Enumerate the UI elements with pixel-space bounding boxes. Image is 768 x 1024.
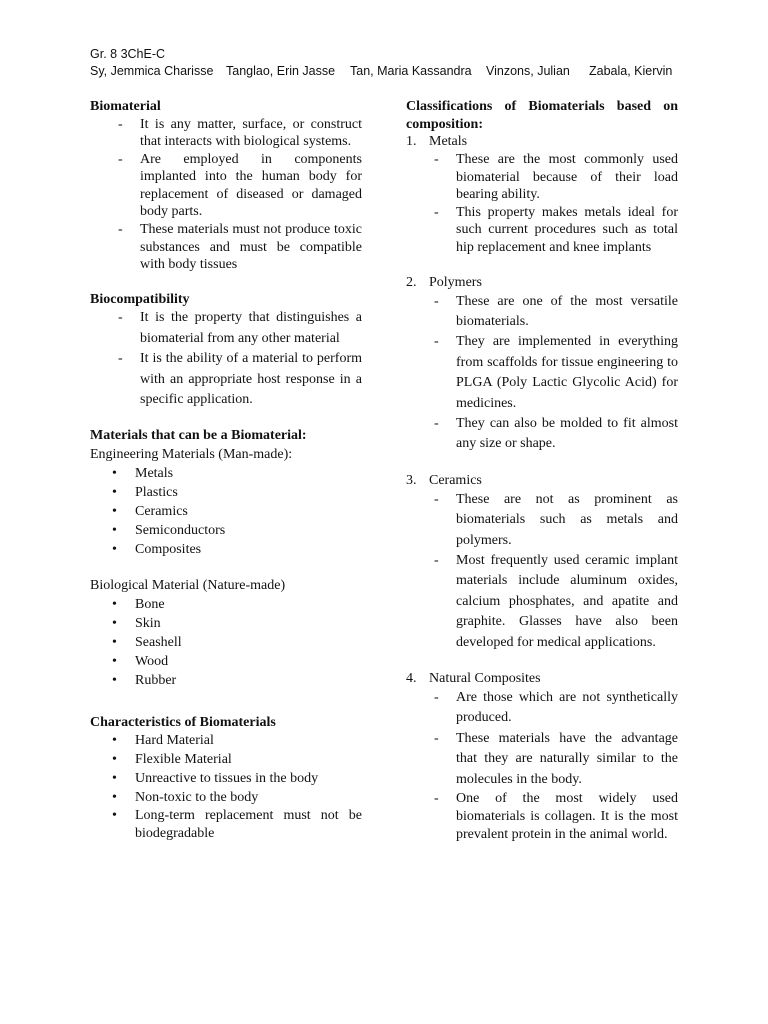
classification-name: Ceramics [429, 472, 482, 488]
left-column [90, 98, 362, 842]
list-item: • Skin [112, 614, 362, 633]
list-item: • Bone [112, 595, 362, 614]
list-item: - It is the ability of a material to perform with an appropriate host response in a specific application. [118, 349, 362, 410]
engineering-materials-label: Engineering Materials (Man-made): [90, 446, 293, 462]
list-number: 2. [406, 274, 417, 290]
list-item: - These materials must not produce toxic substances and must be compatible with body tissues [118, 221, 362, 274]
list-item: - This property makes metals ideal for such current procedures such as total hip replacement and knee implants [434, 204, 678, 257]
section-heading-characteristics: Characteristics of Biomaterials [90, 714, 276, 730]
list-item: - These materials have the advantage that they are naturally similar to the molecules in the body. [434, 729, 678, 790]
list-item: • Plastics [112, 483, 362, 502]
natural-composites-list [434, 688, 678, 844]
list-item: • Ceramics [112, 502, 362, 521]
member-name: Sy, Jemmica Charisse [90, 64, 214, 78]
list-item: - They can also be molded to fit almost any size or shape. [434, 414, 678, 455]
list-item: - It is the property that distinguishes a biomaterial from any other material [118, 308, 362, 349]
group-label: Gr. 8 3ChE-C [90, 47, 166, 61]
biocompatibility-list [118, 308, 362, 410]
classification-name: Polymers [429, 274, 482, 290]
section-heading-materials: Materials that can be a Biomaterial: [90, 428, 307, 444]
member-name: Zabala, Kiervin [589, 64, 673, 78]
member-name: Vinzons, Julian [486, 64, 570, 78]
classification-metals [406, 133, 678, 151]
characteristics-list [112, 731, 362, 842]
list-item: - These are one of the most versatile biomaterials. [434, 292, 678, 333]
list-number: 4. [406, 671, 417, 687]
list-item: • Metals [112, 464, 362, 483]
biomaterial-list [118, 116, 362, 274]
section-heading-biocompatibility: Biocompatibility [90, 291, 190, 307]
list-item: • Flexible Material [112, 750, 362, 769]
metals-list [434, 151, 678, 257]
list-item: • Long-term replacement must not be biodegradable [112, 807, 362, 842]
classification-name: Metals [429, 134, 468, 149]
list-number: 1. [406, 134, 417, 149]
list-item: - Are employed in components implanted into the human body for replacement of diseased or damaged body parts. [118, 151, 362, 221]
biological-materials-list [112, 595, 362, 690]
member-names [90, 64, 680, 84]
list-item: - Are those which are not synthetically produced. [434, 688, 678, 729]
list-number: 3. [406, 472, 417, 488]
classification-name: Natural Composites [429, 671, 541, 687]
section-heading-biomaterial: Biomaterial [90, 99, 161, 114]
engineering-materials-list [112, 464, 362, 559]
list-item: • Semiconductors [112, 521, 362, 540]
right-column [406, 98, 678, 844]
list-item: • Seashell [112, 633, 362, 652]
list-item: • Rubber [112, 671, 362, 690]
list-item: - These are not as prominent as biomaterials such as metals and polymers. [434, 490, 678, 551]
document-header [90, 44, 680, 84]
section-heading-classifications: Classifications of Biomaterials based on composition: [406, 99, 678, 132]
list-item: • Composites [112, 540, 362, 559]
biological-material-label: Biological Material (Nature-made) [90, 577, 286, 593]
list-item: - One of the most widely used biomaterials is collagen. It is the most prevalent protein in the animal world. [434, 790, 678, 844]
list-item: • Unreactive to tissues in the body [112, 769, 362, 788]
list-item: • Non-toxic to the body [112, 788, 362, 807]
polymers-list [434, 292, 678, 455]
list-item: • Wood [112, 652, 362, 671]
list-item: - They are implemented in everything from scaffolds for tissue engineering to PLGA (Poly Lactic Glycolic Acid) for medicines. [434, 332, 678, 414]
classification-natural-composites [406, 670, 678, 688]
list-item: - It is any matter, surface, or construct that interacts with biological systems. [118, 116, 362, 151]
list-item: • Hard Material [112, 731, 362, 750]
ceramics-list [434, 490, 678, 653]
list-item: - Most frequently used ceramic implant materials include aluminum oxides, calcium phosphates, and apatite and graphite. Glasses have also been developed for medical applications. [434, 551, 678, 653]
list-item: - These are the most commonly used biomaterial because of their load bearing ability. [434, 151, 678, 204]
member-name: Tanglao, Erin Jasse [226, 64, 336, 78]
classification-ceramics [406, 472, 678, 490]
classification-polymers [406, 274, 678, 292]
member-name: Tan, Maria Kassandra [350, 64, 472, 78]
